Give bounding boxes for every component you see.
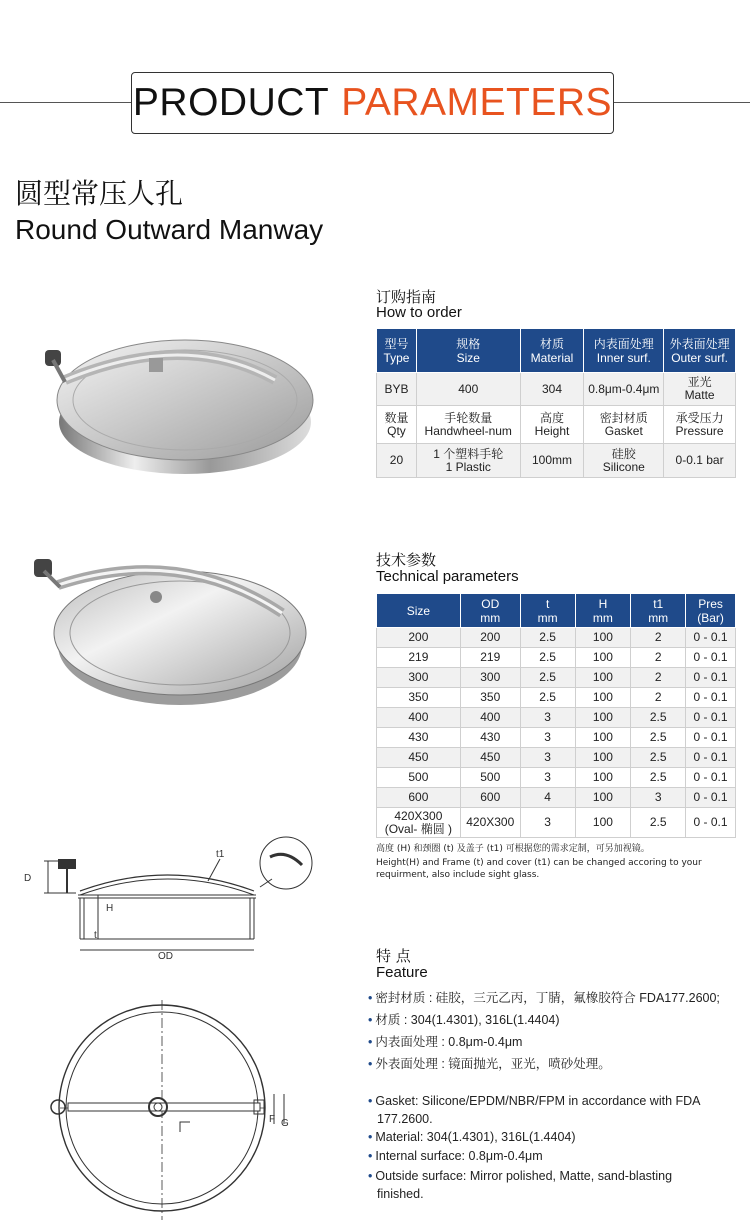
tech-cell: 600 <box>377 788 461 808</box>
order-head-cell: 型号 Type <box>377 329 417 373</box>
order-cell: 304 <box>520 373 584 406</box>
tech-cell: 2.5 <box>520 648 575 668</box>
order-cell: 承受压力 Pressure <box>664 406 736 444</box>
tech-cell: 3 <box>520 768 575 788</box>
tech-cell: 0 - 0.1 <box>686 628 736 648</box>
feature-heading-en: Feature <box>376 964 428 981</box>
tech-cell: 450 <box>377 748 461 768</box>
tech-note-en: Height(H) and Frame (t) and cover (t1) can be changed accoring to your requirment, also include sight glass. <box>376 858 702 880</box>
tech-cell: 2.5 <box>631 728 686 748</box>
tech-cell: 100 <box>575 748 631 768</box>
tech-cell: 2.5 <box>520 688 575 708</box>
manway-photo-closed <box>25 300 325 490</box>
dim-label-F: F <box>269 1114 276 1125</box>
feature-item-cn: • 内表面处理 : 0.8μm-0.4μm <box>368 1035 523 1049</box>
tech-cell: 0 - 0.1 <box>686 688 736 708</box>
tech-cell: 0 - 0.1 <box>686 728 736 748</box>
order-value-row-2 <box>377 444 736 478</box>
tech-cell: 2.5 <box>631 768 686 788</box>
tech-row <box>377 708 736 728</box>
order-cell: 亚光 Matte <box>664 373 736 406</box>
order-cell: 高度 Height <box>520 406 584 444</box>
order-head-cell: 外表面处理 Outer surf. <box>664 329 736 373</box>
tech-cell: 2.5 <box>520 628 575 648</box>
tech-cell: 420X300 (Oval- 椭圆 ) <box>377 808 461 838</box>
tech-cell: 3 <box>631 788 686 808</box>
tech-head-cell: t mm <box>520 594 575 628</box>
tech-cell: 430 <box>460 728 520 748</box>
tech-cell: 100 <box>575 648 631 668</box>
order-header-row-2 <box>377 406 736 444</box>
tech-table <box>376 593 736 838</box>
tech-cell: 2 <box>631 648 686 668</box>
order-cell: 密封材质 Gasket <box>584 406 664 444</box>
tech-cell: 3 <box>520 728 575 748</box>
tech-cell: 3 <box>520 808 575 838</box>
order-cell: 手轮数量 Handwheel-num <box>416 406 520 444</box>
tech-row <box>377 648 736 668</box>
tech-head-cell: Pres (Bar) <box>686 594 736 628</box>
tech-cell: 100 <box>575 628 631 648</box>
tech-heading-en: Technical parameters <box>376 568 519 585</box>
tech-cell: 2.5 <box>520 668 575 688</box>
tech-cell: 2.5 <box>631 748 686 768</box>
order-head-cell: 材质 Material <box>520 329 584 373</box>
header-rule-right <box>613 102 750 103</box>
manway-photo-angled <box>20 545 320 715</box>
tech-cell: 0 - 0.1 <box>686 708 736 728</box>
order-head-cell: 规格 Size <box>416 329 520 373</box>
tech-heading-cn: 技术参数 <box>376 551 437 569</box>
dim-label-OD: OD <box>158 951 173 960</box>
tech-row <box>377 748 736 768</box>
tech-row <box>377 668 736 688</box>
product-name-en: Round Outward Manway <box>15 214 324 245</box>
tech-cell: 400 <box>460 708 520 728</box>
dim-label-t1: t1 <box>216 849 225 860</box>
product-name-cn: 圆型常压人孔 <box>15 177 184 210</box>
tech-cell: 100 <box>575 708 631 728</box>
tech-cell: 2.5 <box>631 708 686 728</box>
order-heading-cn: 订购指南 <box>376 288 437 306</box>
tech-header-row <box>377 594 736 628</box>
order-header-row <box>377 329 736 373</box>
tech-cell: 0 - 0.1 <box>686 748 736 768</box>
dim-label-G: G <box>281 1118 289 1129</box>
tech-cell: 350 <box>460 688 520 708</box>
tech-cell: 100 <box>575 728 631 748</box>
order-cell: 数量 Qty <box>377 406 417 444</box>
tech-cell: 219 <box>377 648 461 668</box>
feature-item-cn: • 外表面处理 : 镜面抛光，亚光，喷砂处理。 <box>368 1057 611 1071</box>
feature-item-cn: • 密封材质 : 硅胶，三元乙丙，丁腈，氟橡胶符合 FDA177.2600; <box>368 991 720 1005</box>
order-head-cell: 内表面处理 Inner surf. <box>584 329 664 373</box>
tech-row <box>377 808 736 838</box>
feature-item-en: • Gasket: Silicone/EPDM/NBR/FPM in accordance with FDA 177.2600. <box>368 1094 701 1126</box>
tech-row <box>377 628 736 648</box>
tech-cell: 0 - 0.1 <box>686 768 736 788</box>
order-cell: 1 个塑料手轮 1 Plastic <box>416 444 520 478</box>
tech-notes <box>376 843 736 881</box>
tech-cell: 300 <box>460 668 520 688</box>
dim-label-t: t <box>94 930 97 941</box>
order-cell: 400 <box>416 373 520 406</box>
order-cell: BYB <box>377 373 417 406</box>
manway-top-drawing <box>40 1000 310 1225</box>
tech-cell: 100 <box>575 808 631 838</box>
dim-label-H: H <box>106 903 114 914</box>
tech-cell: 2.5 <box>631 808 686 838</box>
tech-cell: 350 <box>377 688 461 708</box>
order-cell: 100mm <box>520 444 584 478</box>
tech-cell: 100 <box>575 788 631 808</box>
tech-row <box>377 768 736 788</box>
feature-item-en: • Material: 304(1.4301), 316L(1.4404) <box>368 1130 576 1144</box>
order-value-row <box>377 373 736 406</box>
feature-item-en: • Internal surface: 0.8μm-0.4μm <box>368 1149 543 1163</box>
tech-cell: 0 - 0.1 <box>686 648 736 668</box>
title-word-product: PRODUCT <box>132 81 330 124</box>
tech-cell: 100 <box>575 688 631 708</box>
tech-cell: 430 <box>377 728 461 748</box>
tech-cell: 3 <box>520 708 575 728</box>
tech-cell: 300 <box>377 668 461 688</box>
tech-cell: 400 <box>377 708 461 728</box>
feature-item-en: • Outside surface: Mirror polished, Matte, sand-blasting finished. <box>368 1169 673 1201</box>
tech-cell: 500 <box>377 768 461 788</box>
tech-cell: 100 <box>575 768 631 788</box>
tech-note-cn: 高度 (H) 和颈圈 (t) 及盖子 (t1) 可根据您的需求定制，可另加视镜。 <box>376 844 650 854</box>
tech-cell: 200 <box>377 628 461 648</box>
tech-head-cell: Size <box>377 594 461 628</box>
tech-cell: 0 - 0.1 <box>686 668 736 688</box>
tech-cell: 2 <box>631 668 686 688</box>
tech-cell: 600 <box>460 788 520 808</box>
tech-cell: 3 <box>520 748 575 768</box>
tech-cell: 4 <box>520 788 575 808</box>
tech-cell: 2 <box>631 688 686 708</box>
order-heading-en: How to order <box>376 304 462 321</box>
tech-cell: 420X300 <box>460 808 520 838</box>
tech-table-body <box>377 628 736 838</box>
feature-heading-cn: 特 点 <box>376 947 411 965</box>
tech-cell: 219 <box>460 648 520 668</box>
feature-item-cn: • 材质 : 304(1.4301), 316L(1.4404) <box>368 1013 560 1027</box>
tech-cell: 100 <box>575 668 631 688</box>
tech-cell: 200 <box>460 628 520 648</box>
order-table <box>376 328 736 478</box>
header-rule-left <box>0 102 131 103</box>
tech-row <box>377 688 736 708</box>
tech-head-cell: H mm <box>575 594 631 628</box>
order-cell: 0-0.1 bar <box>664 444 736 478</box>
tech-head-cell: OD mm <box>460 594 520 628</box>
tech-head-cell: t1 mm <box>631 594 686 628</box>
dim-label-D: D <box>24 873 32 884</box>
tech-row <box>377 788 736 808</box>
tech-row <box>377 728 736 748</box>
manway-side-drawing <box>18 835 323 960</box>
tech-cell: 2 <box>631 628 686 648</box>
tech-cell: 0 - 0.1 <box>686 788 736 808</box>
order-cell: 硅胶 Silicone <box>584 444 664 478</box>
order-cell: 20 <box>377 444 417 478</box>
tech-cell: 500 <box>460 768 520 788</box>
tech-cell: 0 - 0.1 <box>686 808 736 838</box>
title-word-parameters: PARAMETERS <box>341 81 613 124</box>
section-title-box <box>131 72 614 134</box>
order-cell: 0.8μm-0.4μm <box>584 373 664 406</box>
tech-cell: 450 <box>460 748 520 768</box>
